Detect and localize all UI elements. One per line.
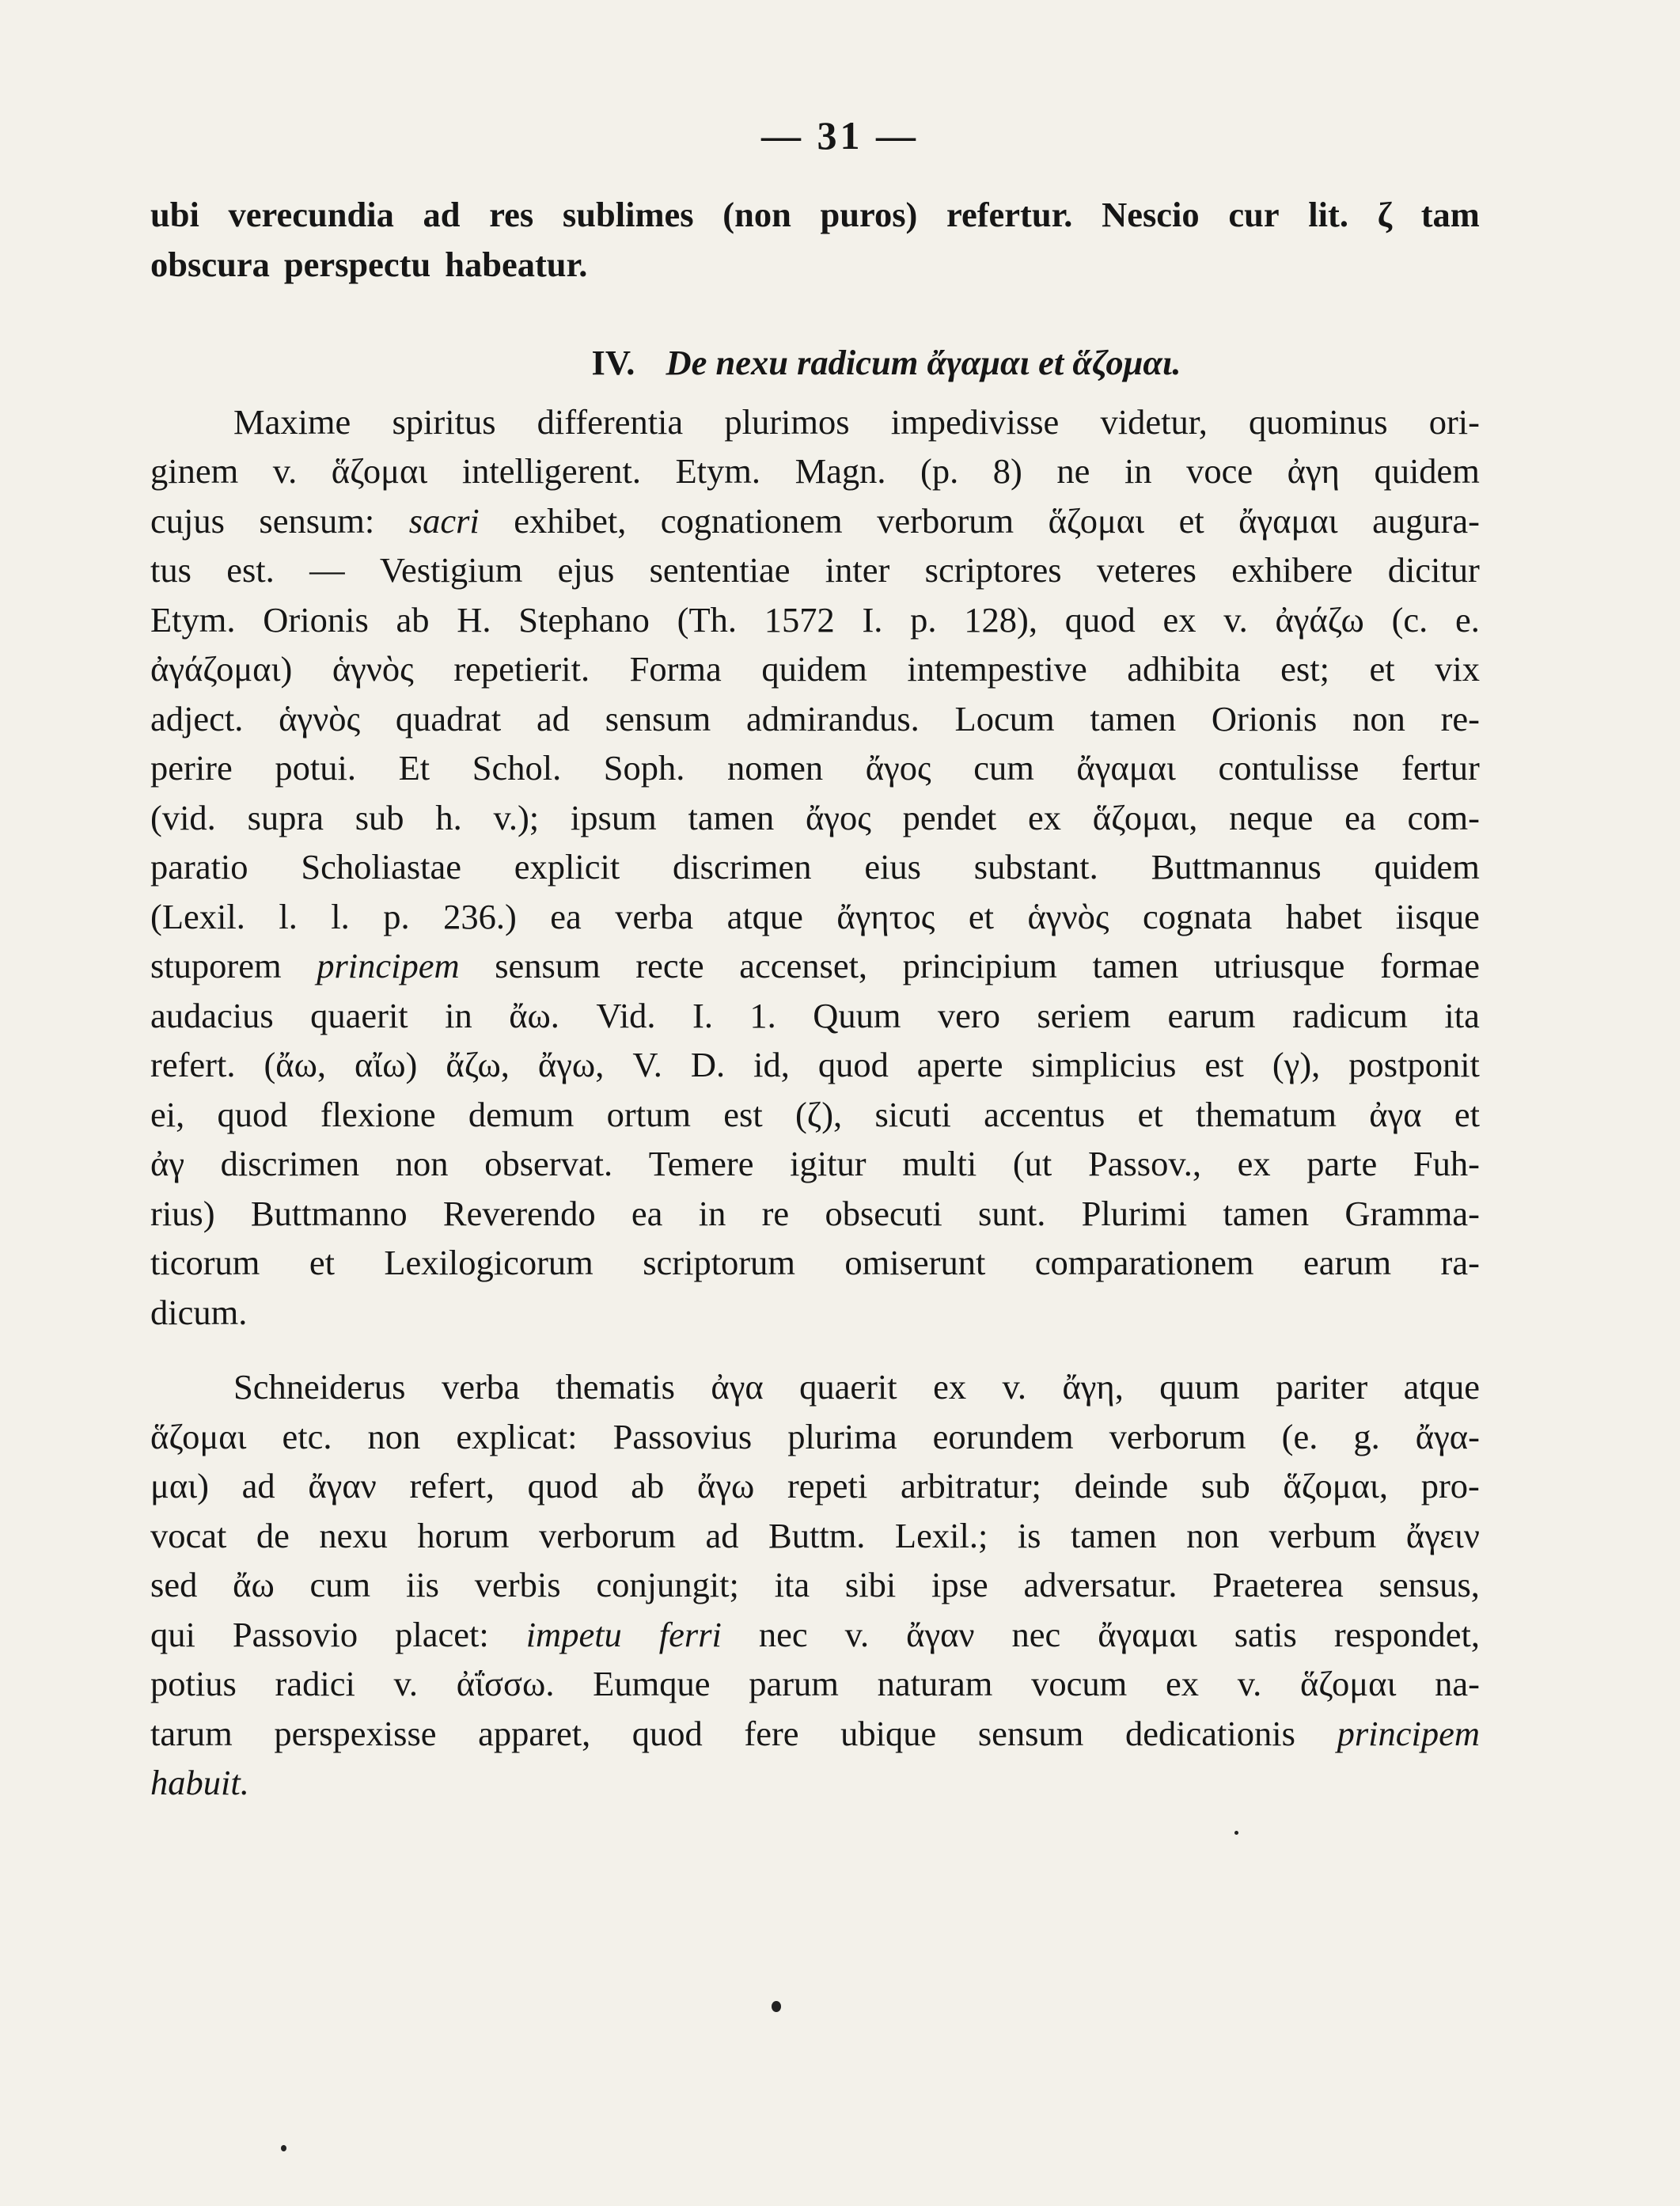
text-line: tarum perspexisse apparet, quod fere ubique sensum dedicationis principem (150, 1713, 1480, 1753)
ink-speck (281, 2145, 286, 2151)
text-line: refert. (ἄω, αἴω) ἄζω, ἄγω, V. D. id, quod aperte simplicius est (γ), postponit (150, 1045, 1480, 1084)
section-heading (150, 338, 1480, 388)
paragraph (150, 190, 1480, 289)
text-line: vocat de nexu horum verborum ad Buttm. Lexil.; is tamen non verbum ἄγειν (150, 1515, 1480, 1555)
text-line: potius radici v. ἀΐσσω. Eumque parum naturam vocum ex v. ἅζομαι na- (150, 1664, 1480, 1703)
text-line: audacius quaerit in ἄω. Vid. I. 1. Quum vero seriem earum radicum ita (150, 995, 1480, 1035)
text-line: ginem v. ἅζομαι intelligerent. Etym. Magn. (p. 8) ne in voce ἀγη quidem (150, 451, 1480, 491)
text-line: perire potui. Et Schol. Soph. nomen ἄγος cum ἄγαμαι contulisse fertur (150, 748, 1480, 788)
text-line: ei, quod flexione demum ortum est (ζ), sicuti accentus et thematum ἀγα et (150, 1094, 1480, 1134)
text-line: cujus sensum: sacri exhibet, cognationem verborum ἅζομαι et ἄγαμαι augura- (150, 500, 1480, 541)
text-line: qui Passovio placet: impetu ferri nec v. ἄγαν nec ἄγαμαι satis respondet, (150, 1614, 1480, 1654)
text-line: ubi verecundia ad res sublimes (non puros) refertur. Nescio cur lit. ζ tam (150, 195, 1480, 234)
text-line: Schneiderus verba thematis ἀγα quaerit ex v. ἄγη, quum pariter atque (233, 1367, 1480, 1407)
text-line: stuporem principem sensum recte accenset, principium tamen utriusque formae (150, 946, 1480, 985)
body-text (150, 190, 1480, 1808)
page-number: — 31 — (761, 113, 919, 158)
text-line: sed ἄω cum iis verbis conjungit; ita sibi ipse adversatur. Praeterea sensus, (150, 1565, 1480, 1604)
text-line: rius) Buttmanno Reverendo ea in re obsecuti sunt. Plurimi tamen Gramma- (150, 1193, 1480, 1233)
ink-speck (772, 2001, 781, 2012)
text-line: Etym. Orionis ab H. Stephano (Th. 1572 I. p. 128), quod ex v. ἀγάζω (c. e. (150, 599, 1480, 640)
ink-speck (1234, 1831, 1238, 1835)
text-line: (vid. supra sub h. v.); ipsum tamen ἄγος pendet ex ἅζομαι, neque ea com- (150, 797, 1480, 837)
section-numeral: IV. (591, 343, 635, 382)
text-line: Maxime spiritus differentia plurimos impedivisse videtur, quominus ori- (233, 401, 1480, 442)
text-line: ticorum et Lexilogicorum scriptorum omiserunt comparationem earum ra- (150, 1243, 1480, 1282)
text-line: adject. ἁγνὸς quadrat ad sensum admirandus. Locum tamen Orionis non re- (150, 698, 1480, 738)
section-title: De nexu radicum ἄγαμαι et ἅζομαι. (666, 343, 1181, 382)
paragraph (150, 1362, 1480, 1808)
text-line: (Lexil. l. l. p. 236.) ea verba atque ἄγητος et ἁγνὸς cognata habet iisque (150, 896, 1480, 936)
text-line: ἀγάζομαι) ἁγνὸς repetierit. Forma quidem intempestive adhibita est; et vix (150, 649, 1480, 689)
paragraph (150, 397, 1480, 1338)
text-line: tus est. — Vestigium ejus sententiae inter scriptores veteres exhibere dicitur (150, 550, 1480, 590)
text-line: obscura perspectu habeatur. (150, 244, 588, 284)
text-line: habuit. (150, 1763, 249, 1802)
text-line: ἅζομαι etc. non explicat: Passovius plurima eorundem verborum (e. g. ἄγα- (150, 1416, 1480, 1456)
text-line: dicum. (150, 1292, 248, 1332)
text-line: paratio Scholiastae explicit discrimen eius substant. Buttmannus quidem (150, 847, 1480, 887)
text-line: μαι) ad ἄγαν refert, quod ab ἄγω repeti arbitratur; deinde sub ἅζομαι, pro- (150, 1466, 1480, 1505)
text-line: ἀγ discrimen non observat. Temere igitur multi (ut Passov., ex parte Fuh- (150, 1144, 1480, 1183)
